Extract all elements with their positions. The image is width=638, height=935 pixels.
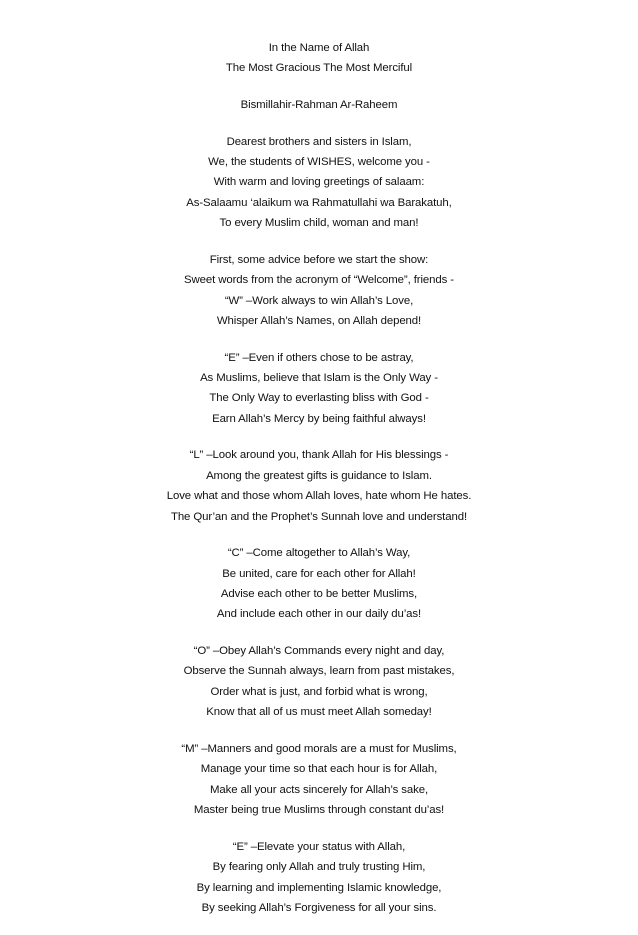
stanza-m bbox=[0, 739, 638, 821]
poem-line: The Qur’an and the Prophet’s Sunnah love and understand! bbox=[170, 510, 468, 523]
poem-line: “L” –Look around you, thank Allah for His blessings - bbox=[189, 449, 449, 462]
stanza-c bbox=[0, 543, 638, 625]
poem bbox=[0, 38, 638, 935]
poem-line: Among the greatest gifts is guidance to Islam. bbox=[206, 469, 432, 482]
stanza-bismillah bbox=[0, 95, 638, 115]
poem-line: Make all your acts sincerely for Allah’s sake, bbox=[209, 783, 429, 796]
poem-line: Master being true Muslims through constant du’as! bbox=[193, 804, 445, 817]
poem-line: Know that all of us must meet Allah someday! bbox=[206, 706, 432, 719]
poem-line: By learning and implementing Islamic knowledge, bbox=[196, 881, 442, 894]
stanza-e-final bbox=[0, 837, 638, 919]
poem-line: We, the students of WISHES, welcome you - bbox=[208, 156, 430, 168]
poem-line: Sweet words from the acronym of “Welcome”, friends - bbox=[184, 274, 454, 287]
poem-line: To every Muslim child, woman and man! bbox=[219, 217, 419, 230]
poem-line: Order what is just, and forbid what is wrong, bbox=[210, 685, 428, 698]
poem-line: Be united, care for each other for Allah! bbox=[222, 567, 416, 580]
stanza-w bbox=[0, 250, 638, 332]
stanza-invocation bbox=[0, 38, 638, 79]
stanza-e bbox=[0, 348, 638, 430]
poem-line: The Most Gracious The Most Merciful bbox=[225, 62, 413, 75]
poem-line: “C” –Come altogether to Allah’s Way, bbox=[227, 547, 411, 560]
poem-line: Bismillahir-Rahman Ar-Raheem bbox=[240, 99, 398, 111]
stanza-greeting bbox=[0, 132, 638, 234]
poem-line: “M” –Manners and good morals are a must for Muslims, bbox=[181, 742, 457, 755]
poem-line: Love what and those whom Allah loves, hate whom He hates. bbox=[166, 490, 472, 503]
poem-line: First, some advice before we start the show: bbox=[209, 253, 429, 266]
poem-line: “O” –Obey Allah’s Commands every night and day, bbox=[193, 645, 445, 658]
poem-line: Observe the Sunnah always, learn from past mistakes, bbox=[183, 665, 455, 678]
poem-line: By seeking Allah’s Forgiveness for all your sins. bbox=[201, 901, 437, 914]
poem-line: “E” –Even if others chose to be astray, bbox=[224, 351, 414, 364]
poem-line: With warm and loving greetings of salaam: bbox=[213, 176, 425, 189]
stanza-o bbox=[0, 641, 638, 723]
poem-line: Dearest brothers and sisters in Islam, bbox=[226, 135, 412, 148]
poem-line: As-Salaamu ‘alaikum wa Rahmatullahi wa Barakatuh, bbox=[186, 196, 452, 209]
poem-line: In the Name of Allah bbox=[268, 42, 370, 54]
stanza-l bbox=[0, 445, 638, 527]
poem-line: Manage your time so that each hour is for Allah, bbox=[200, 763, 438, 776]
poem-line: As Muslims, believe that Islam is the Only Way - bbox=[200, 372, 438, 385]
poem-line: “W” –Work always to win Allah’s Love, bbox=[224, 294, 414, 307]
poem-line: Advise each other to be better Muslims, bbox=[220, 588, 418, 601]
poem-line: Whisper Allah’s Names, on Allah depend! bbox=[216, 315, 422, 328]
poem-line: And include each other in our daily du’as! bbox=[216, 608, 422, 621]
poem-line: The Only Way to everlasting bliss with God - bbox=[209, 392, 429, 405]
poem-line: “E” –Elevate your status with Allah, bbox=[232, 840, 406, 853]
poem-line: By fearing only Allah and truly trusting Him, bbox=[212, 861, 426, 874]
poem-line: Earn Allah’s Mercy by being faithful always! bbox=[212, 412, 426, 425]
